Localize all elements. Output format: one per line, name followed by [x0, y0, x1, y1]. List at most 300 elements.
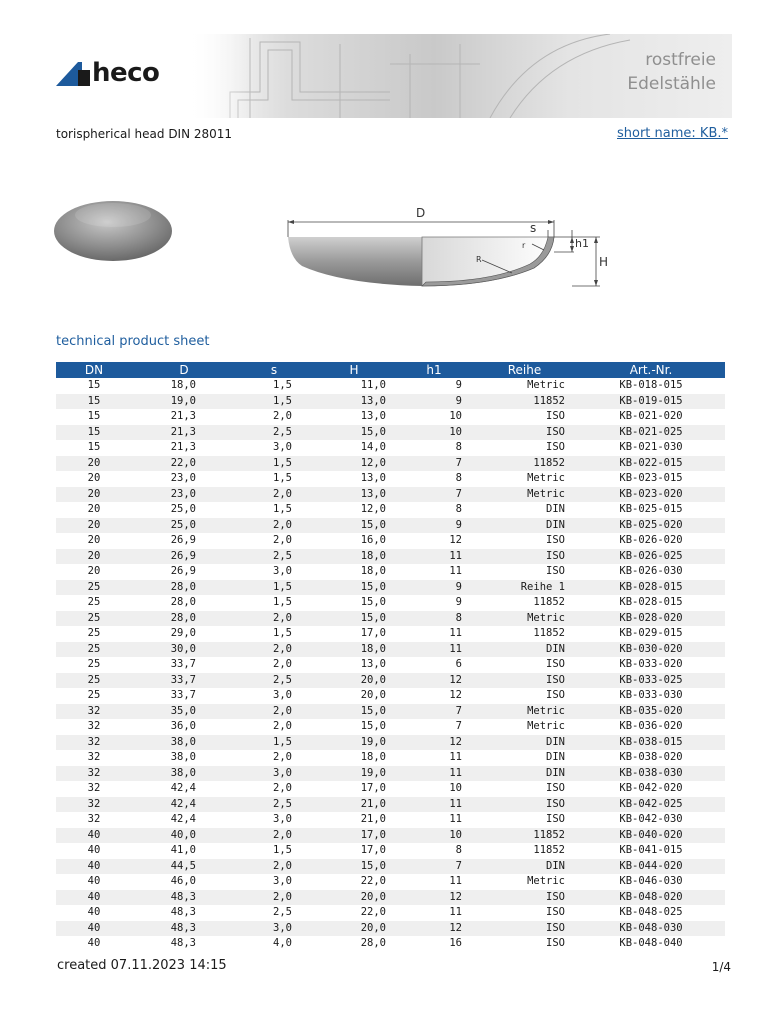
table-cell: ISO	[546, 565, 565, 577]
table-cell: Metric	[472, 487, 577, 503]
table-cell: 13,0	[360, 410, 386, 422]
table-cell: 41,0	[170, 844, 196, 856]
table-cell: 2,0	[273, 658, 292, 670]
table-cell: 1,5	[273, 379, 292, 391]
table-row	[56, 750, 725, 766]
table-cell: 7	[396, 859, 472, 875]
table-cell: 1,5	[236, 456, 312, 472]
table-row	[56, 564, 725, 580]
table-cell: 18,0	[312, 642, 396, 658]
table-cell: 15	[87, 410, 101, 422]
table-cell: 40	[56, 890, 132, 906]
table-cell: 9	[396, 518, 472, 534]
table-cell: 11852	[472, 456, 577, 472]
page-number: 1/4	[711, 960, 731, 974]
technical-drawing	[282, 200, 612, 300]
table-cell: 7	[396, 704, 472, 720]
table-row	[56, 766, 725, 782]
table-cell: 15	[56, 394, 132, 410]
table-cell: 3,0	[273, 441, 292, 453]
table-cell: 11	[449, 565, 462, 577]
table-cell: 3,0	[273, 875, 292, 887]
table-cell: 1,5	[273, 844, 292, 856]
table-row	[56, 580, 725, 596]
table-cell: 42,4	[170, 813, 196, 825]
table-cell: 18,0	[360, 565, 386, 577]
table-cell: 32	[87, 813, 101, 825]
table-cell: 1,5	[273, 472, 292, 484]
table-cell: KB-033-025	[577, 673, 725, 689]
table-cell: 3,0	[236, 766, 312, 782]
table-cell: KB-033-030	[619, 689, 683, 701]
table-cell: 20,0	[312, 890, 396, 906]
table-cell: KB-018-015	[619, 379, 683, 391]
table-row	[56, 874, 725, 890]
column-header: D	[132, 362, 236, 378]
table-cell: 21,0	[312, 797, 396, 813]
table-cell: 48,3	[132, 890, 236, 906]
label-H: H	[599, 255, 609, 269]
table-row	[56, 905, 725, 921]
table-cell: KB-048-025	[619, 906, 683, 918]
table-cell: 25	[87, 627, 101, 639]
table-cell: KB-026-025	[577, 549, 725, 565]
table-cell: DIN	[472, 859, 577, 875]
table-cell: 15	[87, 379, 101, 391]
table-row	[56, 828, 725, 844]
table-cell: 2,0	[236, 642, 312, 658]
table-cell: ISO	[472, 673, 577, 689]
product-photo	[52, 193, 174, 263]
table-cell: 11	[449, 627, 462, 639]
table-cell: 46,0	[170, 875, 196, 887]
table-cell: 20	[56, 518, 132, 534]
table-row	[56, 890, 725, 906]
table-cell: 17,0	[360, 782, 386, 794]
column-header: s	[236, 362, 312, 378]
header-banner	[190, 34, 732, 118]
table-cell: 36,0	[170, 720, 196, 732]
created-timestamp: created 07.11.2023 14:15	[57, 958, 227, 973]
table-cell: 1,5	[236, 580, 312, 596]
table-cell: 23,0	[170, 472, 196, 484]
table-cell: 2,5	[236, 425, 312, 441]
table-cell: 30,0	[132, 642, 236, 658]
table-row	[56, 425, 725, 441]
table-cell: 25	[56, 580, 132, 596]
table-cell: KB-042-030	[619, 813, 683, 825]
table-cell: 15,0	[312, 704, 396, 720]
table-cell: 32	[56, 766, 132, 782]
table-cell: 11852	[472, 394, 577, 410]
table-cell: Reihe 1	[472, 580, 577, 596]
table-cell: DIN	[472, 735, 577, 751]
table-cell: KB-046-030	[619, 875, 683, 887]
table-cell: 10	[449, 782, 462, 794]
table-cell: 17,0	[360, 627, 386, 639]
table-cell: KB-023-015	[619, 472, 683, 484]
table-cell: 26,9	[170, 534, 196, 546]
table-cell: ISO	[546, 658, 565, 670]
product-table	[56, 362, 725, 952]
table-cell: 32	[87, 751, 101, 763]
table-cell: ISO	[472, 549, 577, 565]
table-cell: 20,0	[360, 689, 386, 701]
table-cell: KB-025-020	[577, 518, 725, 534]
table-cell: KB-040-020	[577, 828, 725, 844]
table-cell: 25	[87, 658, 101, 670]
table-cell: 1,5	[236, 735, 312, 751]
column-header: DN	[56, 362, 132, 378]
table-row	[56, 781, 725, 797]
table-cell: 18,0	[360, 751, 386, 763]
table-cell: ISO	[546, 410, 565, 422]
table-cell: 2,5	[236, 549, 312, 565]
table-cell: 2,0	[273, 751, 292, 763]
table-cell: 8	[455, 503, 462, 515]
table-cell: 2,0	[236, 611, 312, 627]
table-cell: 32	[56, 735, 132, 751]
table-cell: 21,3	[132, 425, 236, 441]
table-cell: 15,0	[360, 720, 386, 732]
table-cell: 7	[396, 456, 472, 472]
table-cell: 11	[449, 751, 462, 763]
table-cell: 44,5	[132, 859, 236, 875]
column-header: H	[312, 362, 396, 378]
table-cell: 40	[56, 921, 132, 937]
table-cell: KB-028-015	[619, 596, 683, 608]
table-cell: ISO	[546, 441, 565, 453]
table-row	[56, 487, 725, 503]
table-cell: 23,0	[132, 487, 236, 503]
table-cell: 19,0	[312, 735, 396, 751]
table-cell: 12	[449, 689, 462, 701]
logo-mark-icon	[56, 56, 92, 90]
table-cell: 32	[87, 782, 101, 794]
table-cell: 7	[396, 487, 472, 503]
table-cell: DIN	[472, 518, 577, 534]
table-row	[56, 657, 725, 673]
table-cell: 15,0	[312, 611, 396, 627]
table-cell: 40	[87, 906, 101, 918]
table-cell: KB-048-040	[619, 937, 683, 949]
table-cell: 38,0	[170, 751, 196, 763]
section-title: technical product sheet	[56, 334, 210, 349]
table-cell: ISO	[472, 890, 577, 906]
table-cell: 11,0	[360, 379, 386, 391]
column-header: Art.-Nr.	[577, 362, 725, 378]
table-cell: KB-048-020	[577, 890, 725, 906]
table-cell: 19,0	[132, 394, 236, 410]
table-cell: 2,0	[273, 410, 292, 422]
table-cell: 25	[87, 596, 101, 608]
table-cell: 28,0	[132, 611, 236, 627]
table-cell: ISO	[546, 689, 565, 701]
table-cell: 20	[87, 534, 101, 546]
table-cell: 15,0	[312, 859, 396, 875]
table-cell: KB-042-025	[577, 797, 725, 813]
table-cell: 20	[87, 503, 101, 515]
table-cell: Metric	[527, 379, 565, 391]
table-row	[56, 735, 725, 751]
table-cell: 11	[449, 875, 462, 887]
table-cell: 2,5	[236, 673, 312, 689]
table-row	[56, 704, 725, 720]
table-cell: 15,0	[312, 580, 396, 596]
label-R: R	[476, 255, 482, 264]
table-cell: 2,0	[273, 534, 292, 546]
table-cell: ISO	[472, 425, 577, 441]
table-cell: 16	[449, 937, 462, 949]
table-cell: 15	[56, 425, 132, 441]
table-cell: 15,0	[312, 425, 396, 441]
table-cell: 2,0	[236, 828, 312, 844]
label-s: s	[530, 221, 537, 235]
table-cell: 4,0	[273, 937, 292, 949]
table-cell: KB-022-015	[577, 456, 725, 472]
table-cell: 11	[449, 906, 462, 918]
table-cell: 48,3	[170, 937, 196, 949]
table-cell: KB-038-015	[577, 735, 725, 751]
table-cell: 12,0	[360, 503, 386, 515]
table-cell: 13,0	[312, 487, 396, 503]
table-cell: 12	[396, 890, 472, 906]
table-cell: 22,0	[132, 456, 236, 472]
table-cell: 19,0	[312, 766, 396, 782]
table-cell: 1,5	[273, 503, 292, 515]
table-cell: 18,0	[312, 549, 396, 565]
table-cell: 6	[455, 658, 462, 670]
table-cell: 2,0	[273, 782, 292, 794]
table-cell: 16,0	[360, 534, 386, 546]
table-row	[56, 859, 725, 875]
table-row	[56, 611, 725, 627]
table-row	[56, 471, 725, 487]
table-cell: 33,7	[132, 673, 236, 689]
table-cell: 2,0	[236, 890, 312, 906]
table-cell: 28,0	[132, 580, 236, 596]
table-cell: DIN	[472, 766, 577, 782]
table-cell: ISO	[546, 534, 565, 546]
table-cell: 40	[56, 828, 132, 844]
table-row	[56, 518, 725, 534]
table-cell: 8	[455, 472, 462, 484]
table-cell: 20	[87, 565, 101, 577]
table-row	[56, 921, 725, 937]
table-cell: 28,0	[360, 937, 386, 949]
label-D: D	[416, 206, 426, 220]
table-row	[56, 549, 725, 565]
table-cell: 11852	[472, 828, 577, 844]
table-cell: 11	[396, 642, 472, 658]
table-cell: 3,0	[273, 565, 292, 577]
table-row	[56, 673, 725, 689]
table-cell: Metric	[472, 704, 577, 720]
table-cell: 48,3	[132, 921, 236, 937]
table-cell: KB-033-020	[619, 658, 683, 670]
table-cell: 21,3	[170, 441, 196, 453]
table-cell: 40,0	[132, 828, 236, 844]
table-row	[56, 843, 725, 859]
table-cell: 9	[455, 379, 462, 391]
label-r: r	[522, 241, 526, 250]
banner-line-2: Edelstähle	[627, 74, 716, 94]
table-cell: 15,0	[312, 518, 396, 534]
table-cell: DIN	[472, 642, 577, 658]
table-cell: 2,5	[236, 797, 312, 813]
table-row	[56, 719, 725, 735]
table-cell: 12	[449, 534, 462, 546]
table-cell: 13,0	[312, 394, 396, 410]
table-cell: 10	[396, 425, 472, 441]
table-cell: KB-041-015	[619, 844, 683, 856]
table-cell: 22,0	[360, 875, 386, 887]
table-cell: 1,5	[273, 596, 292, 608]
table-cell: 12,0	[312, 456, 396, 472]
table-cell: 20	[56, 456, 132, 472]
table-row	[56, 642, 725, 658]
table-cell: KB-019-015	[577, 394, 725, 410]
logo-text: heco	[92, 58, 160, 88]
table-cell: 35,0	[132, 704, 236, 720]
table-cell: 2,5	[273, 906, 292, 918]
short-name-link[interactable]: short name: KB.*	[617, 126, 728, 141]
table-cell: 8	[396, 611, 472, 627]
table-cell: KB-038-030	[577, 766, 725, 782]
table-cell: KB-038-020	[619, 751, 683, 763]
table-cell: 29,0	[170, 627, 196, 639]
column-header: Reihe	[472, 362, 577, 378]
table-cell: 11852	[533, 596, 565, 608]
table-cell: 18,0	[170, 379, 196, 391]
table-cell: 40	[87, 844, 101, 856]
table-cell: 2,0	[236, 859, 312, 875]
table-cell: DIN	[546, 503, 565, 515]
table-cell: 20	[56, 487, 132, 503]
table-row	[56, 378, 725, 394]
table-row	[56, 456, 725, 472]
table-cell: ISO	[546, 906, 565, 918]
table-cell: 42,4	[170, 782, 196, 794]
table-cell: 38,0	[132, 735, 236, 751]
table-cell: 25	[56, 611, 132, 627]
table-cell: 17,0	[360, 844, 386, 856]
table-row	[56, 626, 725, 642]
table-cell: KB-021-020	[619, 410, 683, 422]
table-cell: KB-044-020	[577, 859, 725, 875]
table-cell: 48,3	[170, 906, 196, 918]
column-header: h1	[396, 362, 472, 378]
table-cell: 25,0	[170, 503, 196, 515]
table-cell: Metric	[527, 472, 565, 484]
table-cell: KB-021-025	[577, 425, 725, 441]
table-cell: 12	[396, 673, 472, 689]
table-cell: 12	[396, 735, 472, 751]
table-cell: KB-025-015	[619, 503, 683, 515]
table-header-row	[56, 362, 725, 378]
table-cell: 40	[56, 859, 132, 875]
table-cell: 9	[396, 394, 472, 410]
table-cell: 2,0	[236, 704, 312, 720]
label-h1: h1	[575, 237, 589, 250]
table-cell: 11852	[533, 627, 565, 639]
table-cell: 3,0	[273, 689, 292, 701]
table-cell: 21,3	[170, 410, 196, 422]
table-cell: 2,0	[273, 720, 292, 732]
table-cell: 1,5	[273, 627, 292, 639]
table-cell: 22,0	[360, 906, 386, 918]
table-cell: 8	[455, 844, 462, 856]
table-row	[56, 394, 725, 410]
table-cell: KB-048-030	[577, 921, 725, 937]
table-cell: 20,0	[312, 921, 396, 937]
table-cell: KB-028-015	[577, 580, 725, 596]
table-row	[56, 595, 725, 611]
product-title: torispherical head DIN 28011	[56, 127, 233, 141]
table-cell: 20	[56, 549, 132, 565]
table-cell: 21,0	[360, 813, 386, 825]
table-cell: 3,0	[273, 813, 292, 825]
table-cell: 11852	[533, 844, 565, 856]
table-cell: 3,0	[236, 921, 312, 937]
table-cell: KB-029-015	[619, 627, 683, 639]
table-cell: 11	[449, 813, 462, 825]
table-cell: Metric	[527, 875, 565, 887]
table-row	[56, 440, 725, 456]
table-cell: 42,4	[132, 797, 236, 813]
table-cell: 1,5	[236, 394, 312, 410]
banner-line-1: rostfreie	[645, 50, 716, 70]
table-cell: 25	[87, 689, 101, 701]
table-cell: 33,7	[170, 689, 196, 701]
table-row	[56, 936, 725, 952]
table-cell: 11	[396, 766, 472, 782]
table-cell: 9	[396, 580, 472, 596]
table-cell: 32	[56, 704, 132, 720]
table-cell: 25	[56, 673, 132, 689]
table-cell: 25	[56, 642, 132, 658]
table-cell: KB-035-020	[577, 704, 725, 720]
table-cell: 10	[449, 410, 462, 422]
table-cell: 9	[455, 596, 462, 608]
table-cell: ISO	[472, 921, 577, 937]
table-cell: 8	[455, 441, 462, 453]
heco-logo	[56, 56, 186, 90]
table-cell: 32	[56, 797, 132, 813]
table-cell: 26,9	[132, 549, 236, 565]
table-cell: KB-021-030	[619, 441, 683, 453]
table-cell: KB-026-030	[619, 565, 683, 577]
table-cell: 2,0	[236, 518, 312, 534]
table-cell: KB-030-020	[577, 642, 725, 658]
table-cell: 26,9	[170, 565, 196, 577]
table-cell: 33,7	[170, 658, 196, 670]
table-cell: KB-026-020	[619, 534, 683, 546]
table-cell: 38,0	[132, 766, 236, 782]
table-cell: 11	[396, 797, 472, 813]
table-cell: 13,0	[360, 658, 386, 670]
table-cell: 10	[396, 828, 472, 844]
table-cell: KB-042-020	[619, 782, 683, 794]
table-cell: KB-023-020	[577, 487, 725, 503]
table-cell: 32	[87, 720, 101, 732]
table-row	[56, 409, 725, 425]
table-cell: 20	[87, 472, 101, 484]
table-cell: Metric	[472, 611, 577, 627]
table-cell: 2,0	[236, 487, 312, 503]
table-row	[56, 533, 725, 549]
table-body	[56, 378, 725, 952]
